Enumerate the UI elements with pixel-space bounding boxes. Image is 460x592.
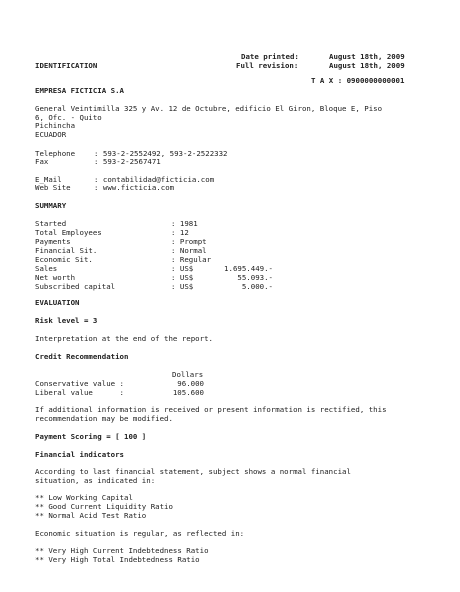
summary-row-label: Sales: [35, 264, 58, 273]
telephone-value: : 593-2-2552492, 593-2-2522332: [94, 149, 228, 158]
liberal-label: Liberal value :: [35, 388, 124, 397]
evaluation-title: EVALUATION: [35, 298, 80, 307]
country: ECUADOR: [35, 130, 67, 139]
summary-row-amount: 55.093.-: [237, 273, 273, 282]
financial-indicators-title: Financial indicators: [35, 450, 124, 459]
summary-row-value: : US$: [171, 273, 194, 282]
summary-row-value: : US$: [171, 282, 194, 291]
financial-intro-1: According to last financial statement, subject shows a normal financial: [35, 467, 351, 476]
summary-row-label: Net worth: [35, 273, 76, 282]
summary-row-value: : Normal: [171, 246, 207, 255]
summary-row-amount: 1.695.449.-: [224, 264, 273, 273]
company-name: EMPRESA FICTICIA S.A: [35, 86, 124, 95]
section-identification: IDENTIFICATION: [35, 61, 98, 70]
summary-title: SUMMARY: [35, 201, 67, 210]
full-revision-value: August 18th, 2009: [329, 61, 405, 70]
fax-label: Fax: [35, 157, 49, 166]
summary-row-value: : Prompt: [171, 237, 207, 246]
conservative-value: 96.000: [177, 379, 204, 388]
risk-level: Risk level = 3: [35, 316, 98, 325]
list-item: ** Very High Total Indebtedness Ratio: [35, 555, 200, 564]
email-label: E_Mail: [35, 175, 62, 184]
summary-row-value: : 1981: [171, 219, 198, 228]
website-value[interactable]: : www.ficticia.com: [94, 183, 175, 192]
summary-row-label: Economic Sit.: [35, 255, 93, 264]
summary-row-value: : US$: [171, 264, 194, 273]
summary-row-value: : Regular: [171, 255, 212, 264]
list-item: ** Low Working Capital: [35, 493, 133, 502]
list-item: ** Good Current Liquidity Ratio: [35, 502, 173, 511]
financial-intro-2: situation, as indicated in:: [35, 476, 156, 485]
summary-row-label: Financial Sit.: [35, 246, 98, 255]
list-item: ** Very High Current Indebtedness Ratio: [35, 546, 209, 555]
summary-row-value: : 12: [171, 228, 189, 237]
date-printed-label: Date printed:: [241, 52, 299, 61]
dollars-header: Dollars: [172, 370, 204, 379]
rectification-note-2: recommendation may be modified.: [35, 414, 173, 423]
list-item: ** Normal Acid Test Ratio: [35, 511, 147, 520]
interpretation-note: Interpretation at the end of the report.: [35, 334, 213, 343]
email-value[interactable]: : contabilidad@ficticia.com: [94, 175, 215, 184]
full-revision-label: Full revision:: [236, 61, 299, 70]
credit-recommendation-title: Credit Recommendation: [35, 352, 129, 361]
tax-id: T A X : 0900000000001: [311, 76, 405, 85]
address-line-2: 6, Ofc. - Quito: [35, 113, 102, 122]
summary-row-label: Payments: [35, 237, 71, 246]
telephone-label: Telephone: [35, 149, 76, 158]
summary-row-label: Total Employees: [35, 228, 102, 237]
city: Pichincha: [35, 121, 76, 130]
summary-row-amount: 5.000.-: [241, 282, 273, 291]
rectification-note-1: If additional information is received or present information is rectified, this: [35, 405, 387, 414]
address-line-1: General Veintimilla 325 y Av. 12 de Octubre, edificio El Giron, Bloque E, Piso: [35, 104, 383, 113]
summary-row-label: Subscribed capital: [35, 282, 116, 291]
conservative-label: Conservative value :: [35, 379, 124, 388]
summary-row-label: Started: [35, 219, 67, 228]
date-printed-value: August 18th, 2009: [329, 52, 405, 61]
website-label: Web Site: [35, 183, 71, 192]
economic-intro: Economic situation is regular, as reflected in:: [35, 529, 245, 538]
fax-value: : 593-2-2567471: [94, 157, 161, 166]
payment-scoring: Payment Scoring = [ 100 ]: [35, 432, 147, 441]
liberal-value: 105.600: [172, 388, 204, 397]
